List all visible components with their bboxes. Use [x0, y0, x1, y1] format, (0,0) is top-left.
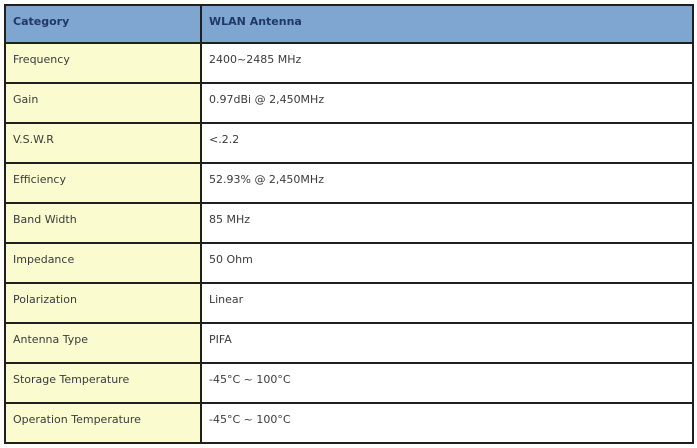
category-cell: V.S.W.R	[5, 123, 201, 163]
category-cell: Band Width	[5, 203, 201, 243]
category-cell: Gain	[5, 83, 201, 123]
category-cell: Storage Temperature	[5, 363, 201, 403]
table-row	[5, 203, 693, 243]
category-cell: Operation Temperature	[5, 403, 201, 443]
table-row	[5, 403, 693, 443]
header-cell-wlan-antenna: WLAN Antenna	[201, 5, 693, 43]
table-row	[5, 83, 693, 123]
category-cell: Impedance	[5, 243, 201, 283]
table-body	[5, 43, 693, 443]
value-cell: PIFA	[201, 323, 693, 363]
category-cell: Polarization	[5, 283, 201, 323]
header-cell-category: Category	[5, 5, 201, 43]
value-cell: 2400~2485 MHz	[201, 43, 693, 83]
category-cell: Frequency	[5, 43, 201, 83]
value-cell: <.2.2	[201, 123, 693, 163]
value-cell: Linear	[201, 283, 693, 323]
table-row	[5, 363, 693, 403]
table-row	[5, 123, 693, 163]
table-row	[5, 243, 693, 283]
header-row	[5, 5, 693, 43]
value-cell: 0.97dBi @ 2,450MHz	[201, 83, 693, 123]
value-cell: -45°C ~ 100°C	[201, 403, 693, 443]
value-cell: 52.93% @ 2,450MHz	[201, 163, 693, 203]
table-row	[5, 283, 693, 323]
wlan-antenna-spec-table	[4, 4, 694, 444]
value-cell: -45°C ~ 100°C	[201, 363, 693, 403]
value-cell: 85 MHz	[201, 203, 693, 243]
table-row	[5, 323, 693, 363]
table-row	[5, 163, 693, 203]
category-cell: Antenna Type	[5, 323, 201, 363]
category-cell: Efficiency	[5, 163, 201, 203]
table-row	[5, 43, 693, 83]
value-cell: 50 Ohm	[201, 243, 693, 283]
